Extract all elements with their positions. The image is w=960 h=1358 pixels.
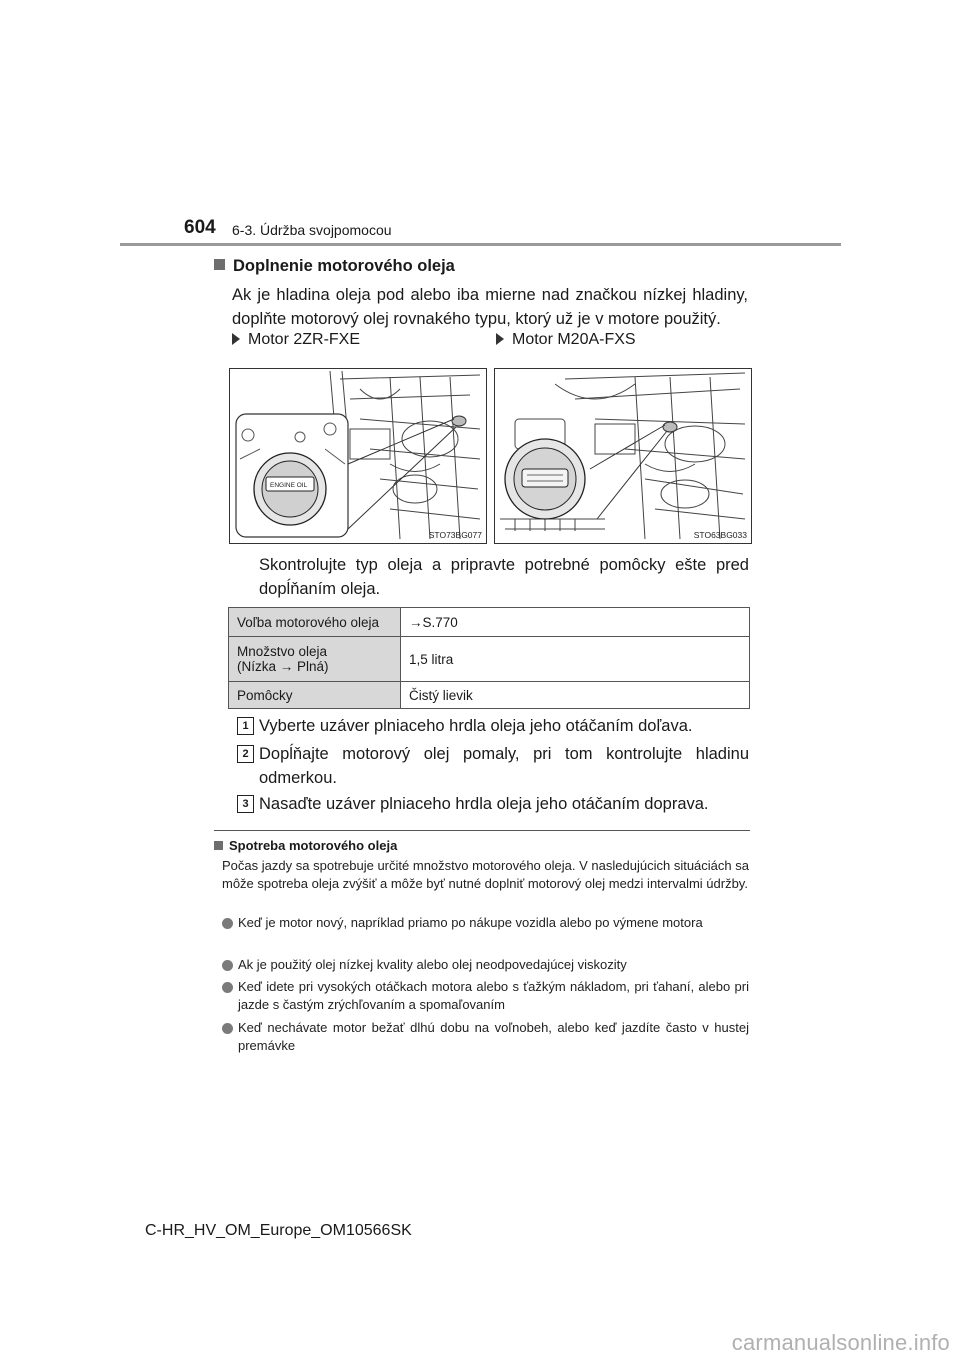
- figure-code: STO63BG033: [693, 530, 747, 540]
- motor-label-m20a: [496, 331, 636, 349]
- table-row: [229, 608, 750, 637]
- list-item: [222, 956, 749, 974]
- section-title: 6-3. Údržba svojpomocou: [232, 222, 392, 238]
- figure-code: STO73BG077: [428, 530, 482, 540]
- list-item-text: Keď je motor nový, napríklad priamo po nákupe vozidla alebo po výmene motora: [238, 915, 703, 930]
- note-heading-text: Spotreba motorového oleja: [229, 838, 398, 853]
- step-text-3: Nasaďte uzáver plniaceho hrdla oleja jeho otáčaním doprava.: [259, 795, 709, 813]
- note-paragraph: Počas jazdy sa spotrebuje určité množstvo motorového oleja. V nasledujúcich situáciách sa môže spotreba oleja zvýšiť a môže byť nutné doplniť motorový olej medzi intervalmi údržby.: [222, 858, 749, 891]
- engine-drawing: [230, 369, 486, 543]
- table-row: [229, 637, 750, 682]
- step-number-3: 3: [237, 795, 254, 813]
- list-item-text: Ak je použitý olej nízkej kvality alebo olej neodpovedajúcej viskozity: [238, 957, 627, 972]
- motor-label-text: Motor M20A-FXS: [512, 331, 636, 348]
- table-key: Voľba motorového oleja: [229, 608, 401, 637]
- motor-label-text: Motor 2ZR-FXE: [248, 331, 361, 348]
- check-paragraph: Skontrolujte typ oleja a pripravte potrebné pomôcky ešte pred dopĺňaním oleja.: [259, 556, 749, 598]
- table-key-line: Množstvo oleja: [237, 644, 328, 659]
- motor-label-2zr: [232, 331, 360, 349]
- engine-drawing: [495, 369, 751, 543]
- cap-label: ENGINE OIL: [270, 482, 308, 489]
- list-item: [222, 1019, 749, 1055]
- table-row: [229, 682, 750, 709]
- list-item-text: Keď idete pri vysokých otáčkach motora alebo s ťažkým nákladom, pri ťahaní, alebo pri jazde s častým zrýchľovaním a spomaľovaním: [238, 979, 749, 1012]
- page-number: 604: [184, 217, 216, 238]
- oil-spec-table: [228, 607, 750, 709]
- list-item-text: Keď nechávate motor bežať dlhú dobu na voľnobeh, alebo keď jazdíte často v hustej premávke: [238, 1020, 749, 1053]
- watermark: carmanualsonline.info: [731, 1330, 950, 1355]
- heading-text: Doplnenie motorového oleja: [233, 257, 455, 275]
- bullet-dot-icon: [222, 918, 233, 929]
- intro-paragraph: Ak je hladina oleja pod alebo iba mierne nad značkou nízkej hladiny, doplňte motorový olej rovnakého typu, ktorý už je v motore použitý.: [232, 286, 748, 328]
- note-divider: [214, 830, 750, 831]
- footer-doc-id: C-HR_HV_OM_Europe_OM10566SK: [145, 1222, 412, 1239]
- table-key-line: (Nízka → Plná): [237, 659, 329, 674]
- list-item: [222, 914, 749, 932]
- triangle-bullet-icon: [232, 333, 240, 345]
- list-item: [222, 978, 749, 1014]
- engine-illustration-m20a: [494, 368, 752, 544]
- step-number-2: 2: [237, 745, 254, 763]
- square-bullet-icon: [214, 259, 225, 270]
- table-key: Pomôcky: [229, 682, 401, 709]
- bullet-dot-icon: [222, 1023, 233, 1034]
- step-number-1: 1: [237, 717, 254, 735]
- step-text-2: Dopĺňajte motorový olej pomaly, pri tom kontrolujte hladinu odmerkou.: [259, 745, 749, 787]
- table-value: →S.770: [401, 608, 750, 637]
- table-value: 1,5 litra: [401, 637, 750, 682]
- triangle-bullet-icon: [496, 333, 504, 345]
- step-text-1: Vyberte uzáver plniaceho hrdla oleja jeho otáčaním doľava.: [259, 717, 693, 735]
- note-heading: [214, 838, 397, 853]
- header-divider: [120, 243, 841, 246]
- table-value: Čistý lievik: [401, 682, 750, 709]
- square-bullet-icon: [214, 841, 223, 850]
- engine-illustration-2zr: [229, 368, 487, 544]
- section-heading: [214, 257, 455, 276]
- table-key: [229, 637, 401, 682]
- bullet-dot-icon: [222, 982, 233, 993]
- bullet-dot-icon: [222, 960, 233, 971]
